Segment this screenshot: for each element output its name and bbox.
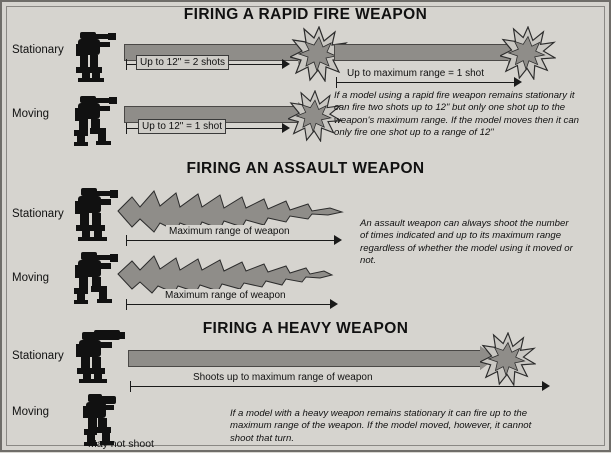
- range-arrow-heavy-stationary: [128, 350, 498, 367]
- measure-label-rapid-stationary-12in: Up to 12" = 2 shots: [136, 55, 229, 70]
- note-heavy: If a model with a heavy weapon remains stationary it can fire up to the maximum range of the weapon. If the model moved, however, it cannot shoot that turn.: [230, 408, 532, 444]
- measure-label-assault-moving: Maximum range of weapon: [162, 289, 289, 302]
- row-label-assault-stationary: Stationary: [12, 208, 64, 220]
- measure-label-rapid-moving-12in: Up to 12" = 1 shot: [138, 119, 226, 134]
- soldier-figure-icon: [74, 94, 122, 146]
- caption-heavy-moving: May not shoot: [88, 438, 154, 450]
- note-assault: An assault weapon can always shoot the number of times indicated and up to its maximum range regardless of whether the model using it moved or not.: [360, 218, 573, 267]
- measure-label-heavy-stationary: Shoots up to maximum range of weapon: [190, 371, 376, 384]
- row-label-heavy-moving: Moving: [12, 406, 50, 418]
- row-label-heavy-stationary: Stationary: [12, 350, 64, 362]
- section-title-heavy: FIRING A HEAVY WEAPON: [202, 320, 409, 337]
- soldier-figure-icon: [74, 30, 120, 82]
- row-label-rapid-moving: Moving: [12, 108, 50, 120]
- section-title-assault: FIRING AN ASSAULT WEAPON: [186, 160, 425, 177]
- note-rapid-fire: If a model using a rapid fire weapon remains stationary it can fire two shots up to 12" but only one shot up to the weapon's maximum range. If the model moves then it can only fire one shot up to a range of 12": [334, 90, 579, 139]
- range-arrow-rapid-stationary-max: [334, 44, 524, 61]
- measure-label-rapid-stationary-max: Up to maximum range = 1 shot: [344, 67, 487, 80]
- soldier-figure-icon: [74, 328, 126, 384]
- section-title-rapid-fire: FIRING A RAPID FIRE WEAPON: [183, 6, 428, 23]
- row-label-rapid-stationary: Stationary: [12, 44, 64, 56]
- measure-label-assault-stationary: Maximum range of weapon: [166, 225, 293, 238]
- row-label-assault-moving: Moving: [12, 272, 50, 284]
